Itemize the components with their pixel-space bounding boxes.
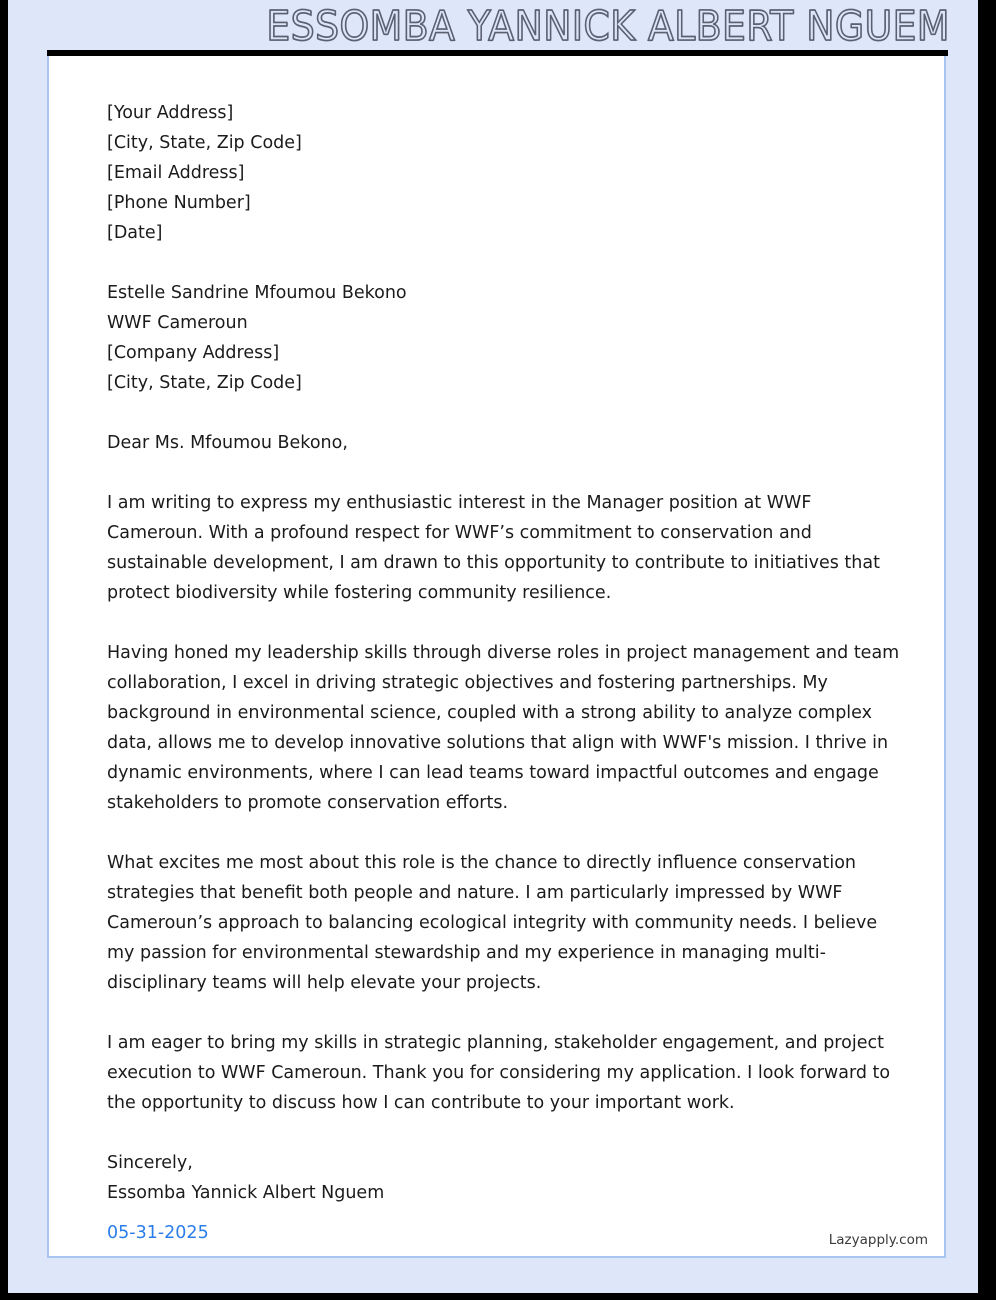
sender-address-block [107,98,907,248]
sender-address-line: [Your Address] [107,103,234,123]
recipient-city-line: [City, State, Zip Code] [107,373,302,393]
recipient-organization-line: WWF Cameroun [107,313,248,333]
sender-date-line: [Date] [107,223,163,243]
recipient-address-block [107,278,907,398]
letter-date: 05-31-2025 [107,1223,209,1243]
document-root [8,0,978,1293]
recipient-address-line: [Company Address] [107,343,280,363]
recipient-name-line: Estelle Sandrine Mfoumou Bekono [107,283,407,303]
sender-city-line: [City, State, Zip Code] [107,133,302,153]
letter-page [47,56,946,1258]
document-header [8,0,978,50]
closing-salutation: Sincerely, [107,1153,193,1173]
body-paragraph-3: What excites me most about this role is the chance to directly influence conservation strategies that benefit both people and nature. I am particularly impressed by WWF Cameroun’s approach to balancing ecological integrity with community needs. I believe my passion for environmental stewardship and my experience in managing multi-disciplinary teams will help elevate your projects. [107,853,878,993]
body-paragraph-4: I am eager to bring my skills in strategic planning, stakeholder engagement, and project execution to WWF Cameroun. Thank you for considering my application. I look forward to the opportunity to discuss how I can contribute to your important work. [107,1033,891,1113]
sender-phone-line: [Phone Number] [107,193,251,213]
salutation: Dear Ms. Mfoumou Bekono, [107,433,348,453]
body-paragraph-1: I am writing to express my enthusiastic interest in the Manager position at WWF Cameroun. With a profound respect for WWF’s commitment to conservation and sustainable development, I am drawn to this opportunity to contribute to initiatives that protect biodiversity while fostering community resilience. [107,493,880,603]
letter-body [107,98,907,1248]
sender-email-line: [Email Address] [107,163,245,183]
signature-block [107,1148,907,1248]
body-paragraph-2: Having honed my leadership skills through diverse roles in project management and team collaboration, I excel in driving strategic objectives and fostering partnerships. My background in environmental science, coupled with a strong ability to analyze complex data, allows me to develop innovative solutions that align with WWF's mission. I thrive in dynamic environments, where I can lead teams toward impactful outcomes and engage stakeholders to promote conservation efforts. [107,643,900,813]
footer-watermark: Lazyapply.com [828,1232,928,1248]
signature-name: Essomba Yannick Albert Nguem [107,1183,385,1203]
page-title: ESSOMBA YANNICK ALBERT NGUEM [266,2,950,50]
